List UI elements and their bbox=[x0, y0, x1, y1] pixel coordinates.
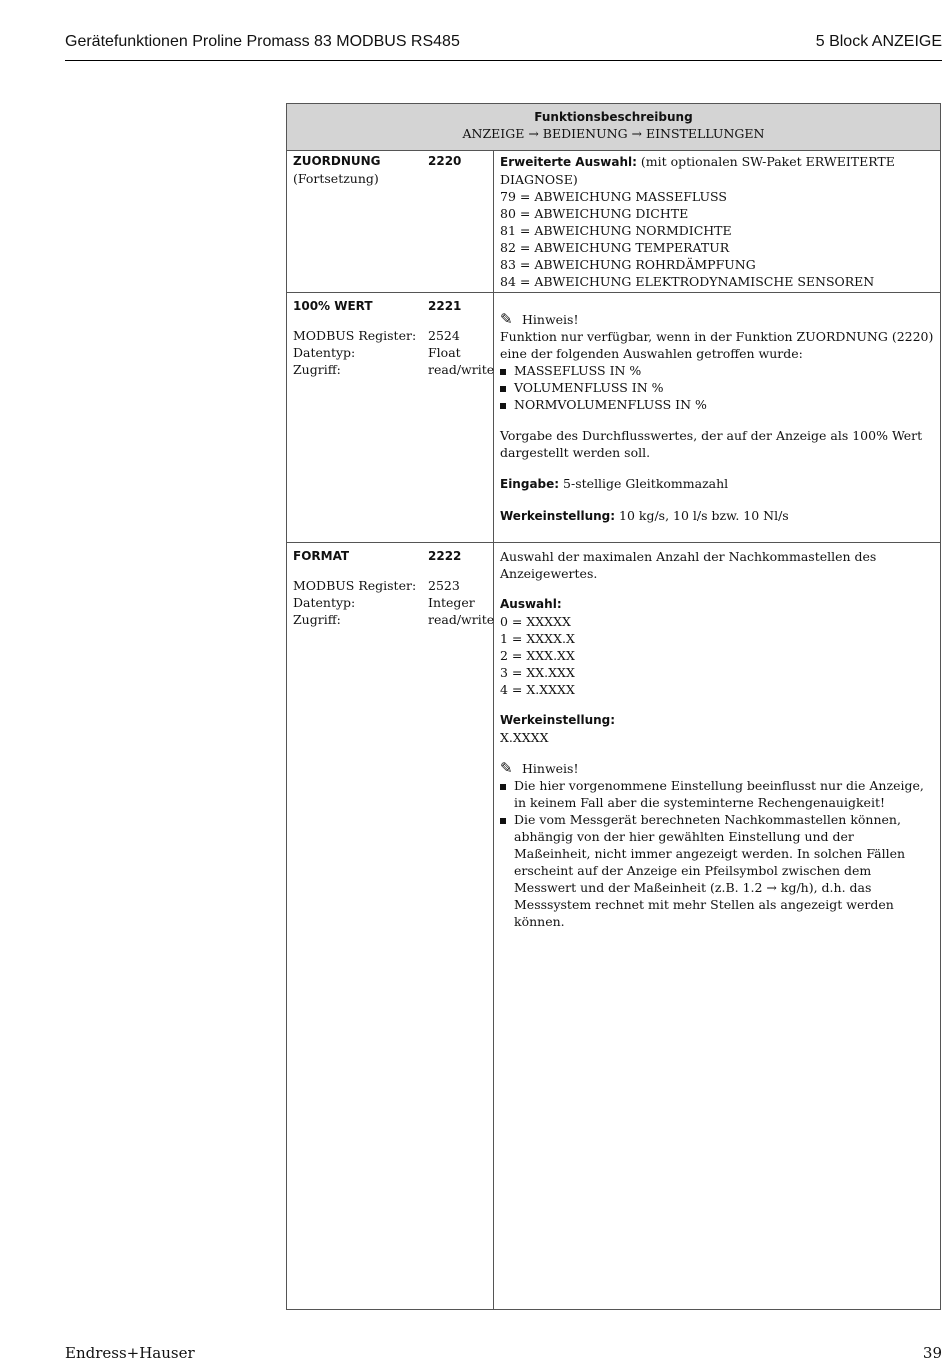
option-item: 84 = ABWEICHUNG ELEKTRODYNAMISCHE SENSOREN bbox=[500, 274, 875, 289]
register-value: 2523 bbox=[428, 578, 460, 593]
function-code: 2220 bbox=[428, 154, 462, 168]
option-item: 80 = ABWEICHUNG DICHTE bbox=[500, 206, 689, 221]
datatype-value: Float bbox=[428, 345, 461, 360]
option-item: 81 = ABWEICHUNG NORMDICHTE bbox=[500, 223, 732, 238]
page-number: 39 bbox=[922, 1344, 942, 1362]
hint-label: Hinweis! bbox=[522, 761, 579, 776]
option-item: 0 = XXXXX bbox=[500, 614, 571, 629]
extended-selection-label: Erweiterte Auswahl: bbox=[500, 155, 637, 169]
factory-setting-value: 10 kg/s, 10 l/s bzw. 10 Nl/s bbox=[615, 508, 789, 523]
factory-setting-value: X.XXXX bbox=[500, 730, 549, 745]
hint-label: Hinweis! bbox=[522, 312, 579, 327]
bullet-square-icon bbox=[500, 777, 514, 811]
function-name: FORMAT bbox=[293, 549, 350, 563]
row-divider bbox=[287, 292, 940, 293]
bullet-square-icon bbox=[500, 811, 514, 930]
table-title: Funktionsbeschreibung bbox=[534, 110, 693, 124]
option-item: 83 = ABWEICHUNG ROHRDÄMPFUNG bbox=[500, 257, 756, 272]
bullet-square-icon bbox=[500, 396, 514, 413]
access-label: Zugriff: bbox=[293, 612, 341, 627]
function-cell-100-wert bbox=[293, 298, 416, 378]
function-code: 2221 bbox=[428, 299, 462, 313]
footer-brand: Endress+Hauser bbox=[65, 1344, 195, 1362]
description-text: Vorgabe des Durchflusswertes, der auf der Anzeige als 100% Wert dargestellt werden soll. bbox=[500, 428, 923, 460]
description-cell-format bbox=[500, 548, 934, 930]
function-cell-zuordnung bbox=[293, 153, 381, 187]
row-divider bbox=[287, 542, 940, 543]
function-code: 2222 bbox=[428, 549, 462, 563]
bullet-item: NORMVOLUMENFLUSS IN % bbox=[500, 396, 934, 413]
option-item: 79 = ABWEICHUNG MASSEFLUSS bbox=[500, 189, 727, 204]
pencil-note-icon: ✎ bbox=[500, 310, 513, 328]
function-name: 100% WERT bbox=[293, 299, 373, 313]
header-rule bbox=[65, 60, 942, 61]
option-item: 1 = XXXX.X bbox=[500, 631, 575, 646]
access-value: read/write bbox=[428, 612, 495, 627]
table-header bbox=[287, 104, 940, 151]
access-value: read/write bbox=[428, 362, 495, 377]
input-label: Eingabe: bbox=[500, 477, 560, 491]
function-note: (Fortsetzung) bbox=[293, 171, 379, 186]
register-label: MODBUS Register: bbox=[293, 328, 417, 343]
option-item: 82 = ABWEICHUNG TEMPERATUR bbox=[500, 240, 730, 255]
function-name: ZUORDNUNG bbox=[293, 154, 381, 168]
bullet-item: VOLUMENFLUSS IN % bbox=[500, 379, 934, 396]
pencil-note-icon: ✎ bbox=[500, 759, 513, 777]
function-meta-100-wert bbox=[428, 298, 494, 378]
description-cell-zuordnung bbox=[500, 153, 934, 290]
factory-setting-label: Werkeinstellung: bbox=[500, 713, 616, 727]
running-header-section: 5 Block ANZEIGE bbox=[815, 33, 942, 50]
function-cell-format bbox=[293, 548, 416, 628]
description-text: Auswahl der maximalen Anzahl der Nachkommastellen des Anzeigewertes. bbox=[500, 549, 877, 581]
function-meta-format bbox=[428, 548, 494, 628]
datatype-label: Datentyp: bbox=[293, 595, 356, 610]
input-value: 5-stellige Gleitkommazahl bbox=[559, 476, 729, 491]
access-label: Zugriff: bbox=[293, 362, 341, 377]
selection-label: Auswahl: bbox=[500, 597, 562, 611]
option-item: 4 = X.XXXX bbox=[500, 682, 575, 697]
register-value: 2524 bbox=[428, 328, 460, 343]
hint-text: Funktion nur verfügbar, wenn in der Funktion ZUORDNUNG (2220) eine der folgenden Auswahlen getroffen wurde: bbox=[500, 329, 934, 361]
option-item: 3 = XX.XXX bbox=[500, 665, 575, 680]
description-cell-100-wert bbox=[500, 311, 934, 525]
bullet-item: MASSEFLUSS IN % bbox=[500, 362, 934, 379]
register-label: MODBUS Register: bbox=[293, 578, 417, 593]
bullet-item: Die hier vorgenommene Einstellung beeinflusst nur die Anzeige, in keinem Fall aber die systeminterne Rechengenauigkeit! bbox=[500, 777, 934, 811]
factory-setting-label: Werkeinstellung: bbox=[500, 509, 616, 523]
table-breadcrumb: ANZEIGE → BEDIENUNG → EINSTELLUNGEN bbox=[462, 126, 765, 141]
bullet-item: Die vom Messgerät berechneten Nachkommastellen können, abhängig von der hier gewählten Einstellung und der Maßeinheit, nicht immer angezeigt werden. In solchen Fällen erscheint auf der Anzeige ein Pfeilsymbol zwischen dem Messwert und der Maßeinheit (z.B. 1.2 → kg/h), d.h. das Messsystem rechnet mit mehr Stellen als angezeigt werden können. bbox=[500, 811, 934, 930]
option-item: 2 = XXX.XX bbox=[500, 648, 575, 663]
running-header-title: Gerätefunktionen Proline Promass 83 MODBUS RS485 bbox=[65, 33, 460, 50]
bullet-square-icon bbox=[500, 362, 514, 379]
extended-selection-note: (mit optionalen SW-Paket ERWEITERTE DIAGNOSE) bbox=[500, 154, 895, 187]
bullet-square-icon bbox=[500, 379, 514, 396]
datatype-value: Integer bbox=[428, 595, 475, 610]
datatype-label: Datentyp: bbox=[293, 345, 356, 360]
function-table bbox=[286, 103, 941, 1310]
